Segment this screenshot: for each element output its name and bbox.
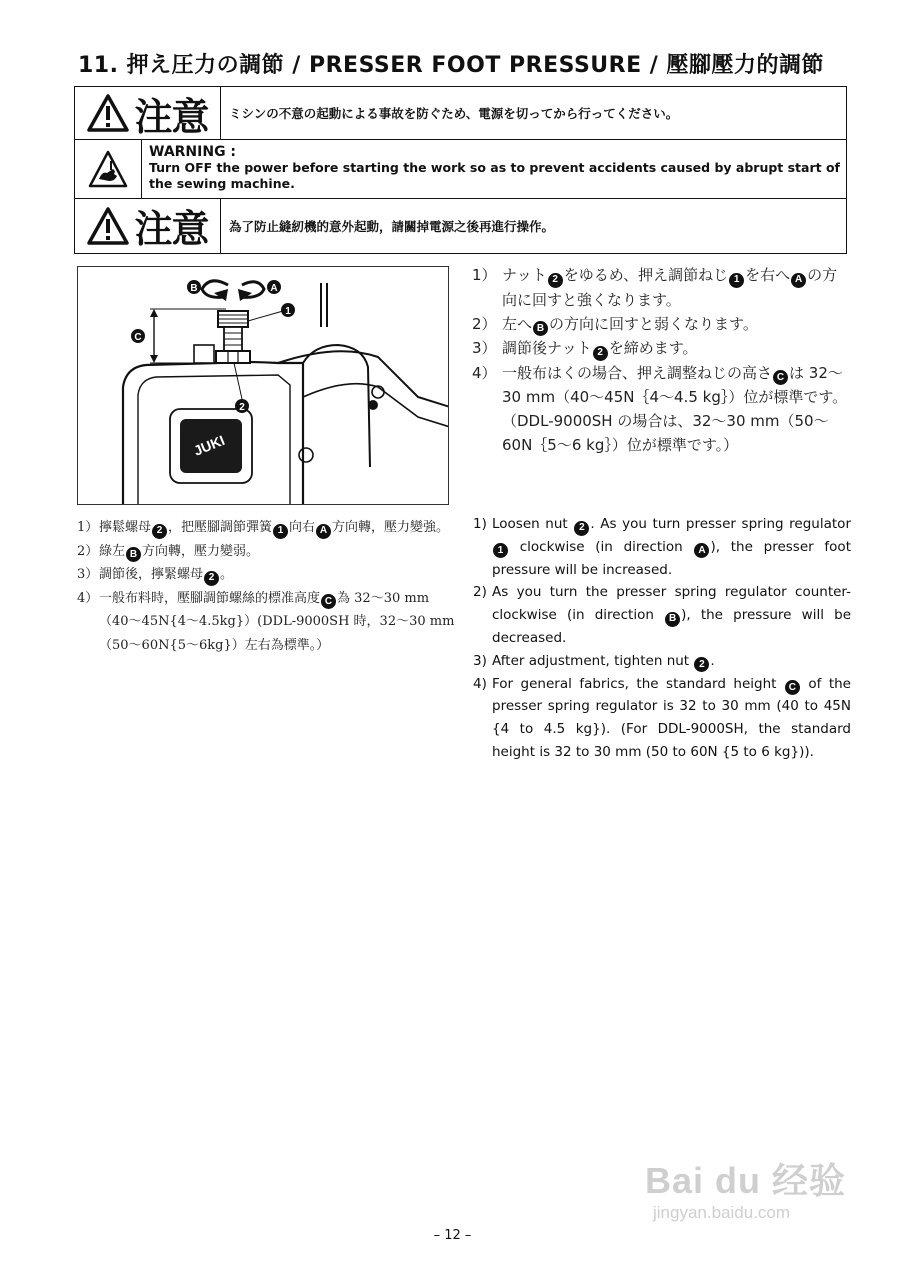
brand-label: JUKI: [191, 431, 227, 459]
list-item: 2) As you turn the presser spring regulator counter-clockwise (in direction B ), the pressure will be decreased.: [473, 584, 852, 646]
list-item: 4） 一般布料時，壓腳調節螺絲的標准高度 C 為 32～30 mm（40～45N{4～4.5kg}）(DDL-9000SH 時，32～30 mm（50～60N{5～6kg}）左右為標準。）: [77, 590, 455, 653]
marker-b-icon: B: [665, 612, 680, 627]
caution-word: 注意: [134, 93, 209, 139]
list-item: 1) Loosen nut 2 . As you turn presser spring regulator 1 clockwise (in direction A ), the presser foot pressure will be increased.: [473, 516, 851, 578]
marker-b-icon: B: [126, 547, 141, 562]
warning-text-english: [149, 144, 840, 192]
marker-b-icon: B: [533, 321, 548, 336]
warning-heading: WARNING :: [149, 144, 237, 160]
marker-2-icon: 2: [548, 273, 563, 288]
list-item: 1） 擰鬆螺母 2 ，把壓腳調節彈簧 1 向右 A 方向轉，壓力變強。: [77, 516, 457, 540]
hazard-label: [75, 139, 142, 198]
marker-2-label: 2: [239, 402, 245, 413]
caution-label: [75, 198, 221, 253]
marker-2-icon: 2: [593, 346, 608, 361]
marker-2-icon: 2: [574, 521, 589, 536]
baidu-watermark: [645, 1145, 885, 1230]
marker-1-icon: 1: [493, 543, 508, 558]
marker-a-icon: A: [791, 273, 806, 288]
marker-a-icon: A: [694, 543, 709, 558]
caution-label: [75, 87, 221, 139]
page-title: 11. 押え圧力の調節 / PRESSER FOOT PRESSURE / 壓腳壓力的調節: [78, 53, 824, 78]
marker-2-icon: 2: [152, 524, 167, 539]
chinese-instructions: [77, 516, 457, 657]
list-item: 4） 一般布はくの場合、押え調整ねじの高さ C は 32～30 mm（40～45N｛4～4.5 kg｝）位が標準です。（DDL-9000SH の場合は、32～30 mm（50～60N｛5～6 kg｝）位が標準です。）: [472, 363, 848, 454]
list-item: 3） 調節後ナット 2 を締めます。: [472, 336, 852, 361]
warning-body: Turn OFF the power before starting the work so as to prevent accidents caused by abrupt start of the sewing machine.: [149, 160, 840, 191]
marker-2-icon: 2: [204, 571, 219, 586]
warning-triangle-icon: [86, 206, 130, 246]
machine-drawing: [78, 267, 449, 505]
marker-c-icon: C: [785, 680, 800, 695]
list-item: 1） ナット 2 をゆるめ、押え調節ねじ 1 を右へ A の方向に回すと強くなります。: [472, 266, 838, 309]
list-item: 4) For general fabrics, the standard height C of the presser spring regulator is 32 to 30 mm (40 to 45N {4 to 4.5 kg}). (For DDL-9000SH, the standard height is 32 to 30 mm (50 to 60N {5 to 6 kg})).: [473, 675, 851, 760]
japanese-instructions: [472, 263, 852, 457]
marker-a-label: A: [270, 283, 278, 294]
watermark-logo: Bai du 经验: [645, 1160, 847, 1201]
marker-1-icon: 1: [273, 524, 288, 539]
list-item: 3） 調節後，擰緊螺母 2 。: [77, 563, 457, 587]
page-number: – 12 –: [433, 1228, 472, 1243]
marker-1-label: 1: [285, 306, 291, 317]
hand-hazard-icon: [87, 149, 129, 189]
marker-1-icon: 1: [729, 273, 744, 288]
caution-row-chinese: [75, 198, 846, 253]
marker-b-label: B: [190, 283, 198, 294]
caution-row-japanese: [75, 87, 846, 140]
marker-c-icon: C: [773, 370, 788, 385]
marker-c-icon: C: [321, 594, 336, 609]
warning-row-english: [75, 139, 846, 199]
list-item: 2） 綠左 B 方向轉，壓力變弱。: [77, 540, 457, 564]
marker-2-icon: 2: [694, 657, 709, 672]
list-item: 2） 左へ B の方向に回すと弱くなります。: [472, 312, 852, 337]
marker-a-icon: A: [316, 524, 331, 539]
english-instructions: [473, 513, 851, 764]
marker-c-label: C: [134, 332, 142, 343]
warning-box: [74, 86, 847, 254]
watermark-url: jingyan.baidu.com: [653, 1203, 791, 1222]
list-item: 3) After adjustment, tighten nut 2 .: [473, 650, 851, 673]
caution-word: 注意: [134, 206, 209, 251]
caution-text-japanese: ミシンの不意の起動による事故を防ぐため、電源を切ってから行ってください。: [229, 106, 679, 121]
warning-triangle-icon: [86, 93, 130, 133]
caution-text-chinese: 為了防止縫紉機的意外起動，請關掉電源之後再進行操作。: [229, 218, 555, 234]
presser-regulator-illustration: [77, 266, 449, 505]
